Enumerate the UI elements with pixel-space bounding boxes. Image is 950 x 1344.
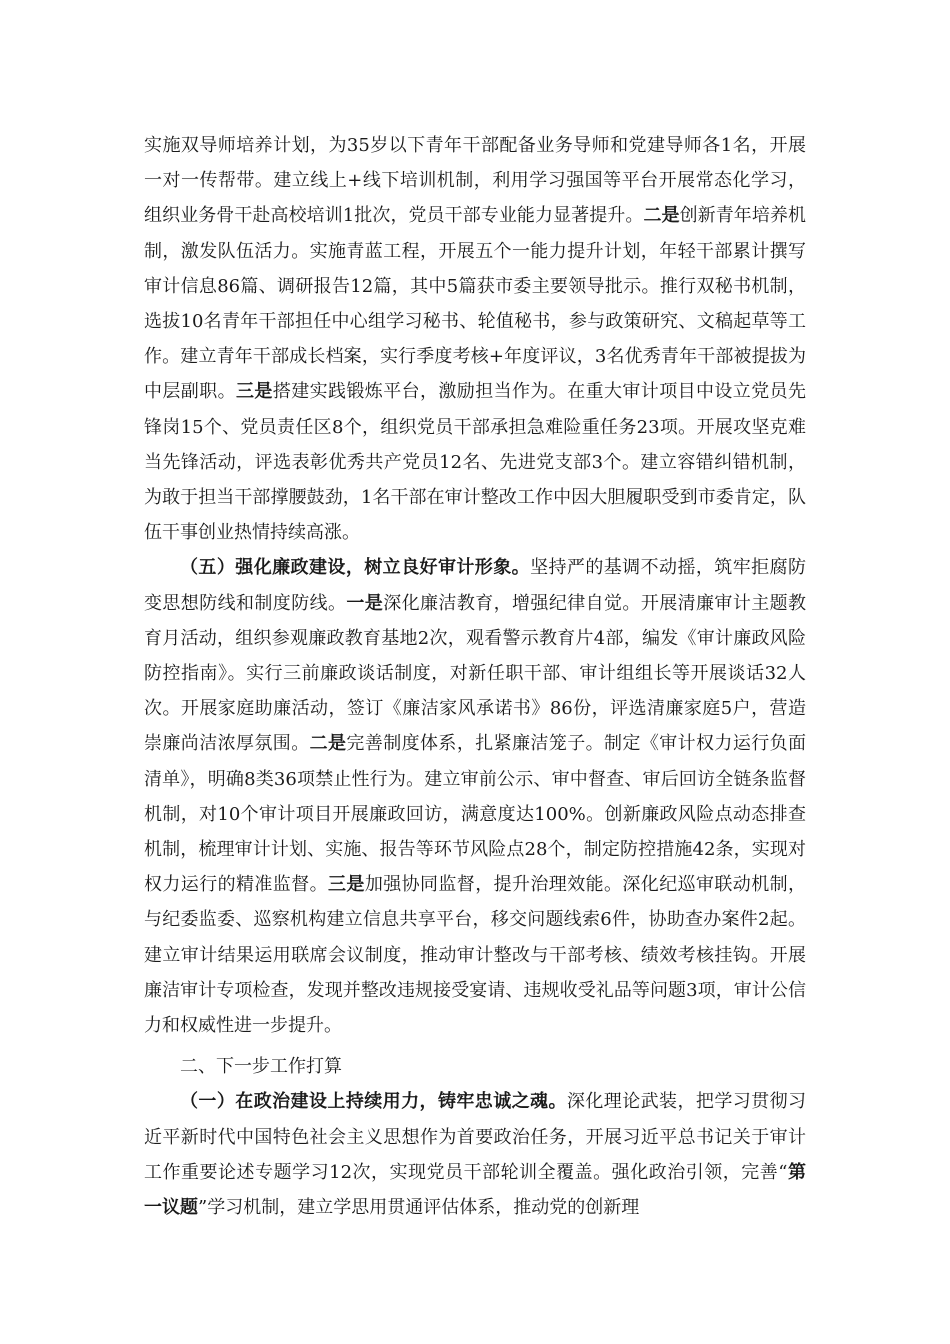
quoted-term: 第一议题 xyxy=(144,1161,806,1219)
document-page xyxy=(144,128,806,1225)
paragraph-text: 完善制度体系，扎紧廉洁笼子。制定《审计权力运行负面清单》，明确8类36项禁止性行为。建立审前公示、审中督查、审后回访全链条监督机制，对10个审计项目开展廉政回访，满意度达100%。创新廉政风险点动态排查机制，梳理审计计划、实施、报告等环节风险点28个，制定防控措施42条，实现对权力运行的精准监督。 xyxy=(144,733,807,896)
section-heading: 二、下一步工作打算 xyxy=(180,1056,342,1078)
keyword-second: 二是 xyxy=(643,205,680,227)
paragraph-text: 深化理论武装，把学习贯彻习近平新时代中国特色社会主义思想作为首要政治任务，开展习近平总书记关于审计工作重要论述专题学习12次，实现党员干部轮训全覆盖。强化政治引领，完善“ xyxy=(144,1091,807,1183)
paragraph-text: 实施双导师培养计划，为35岁以下青年干部配备业务导师和党建导师各1名，开展一对一传帮带。建立线上+线下培训机制，利用学习强国等平台开展常态化学习，组织业务骨干赴高校培训1批次，党员干部专业能力显著提升。 xyxy=(144,135,806,227)
paragraph-text: 加强协同监督，提升治理效能。深化纪巡审联动机制，与纪委监委、巡察机构建立信息共享平台，移交问题线索6件，协助查办案件2起。建立审计结果运用联席会议制度，推动审计整改与干部考核、绩效考核挂钩。开展廉洁审计专项检查，发现并整改违规接受宴请、违规收受礼品等问题3项，审计公信力和权威性进一步提升。 xyxy=(144,874,807,1037)
keyword-third: 三是 xyxy=(236,381,273,403)
paragraph-text: 坚持严的基调不动摇，筑牢拒腐防变思想防线和制度防线。 xyxy=(144,557,807,614)
paragraph-youth-training xyxy=(144,128,806,550)
paragraph-text: 深化廉洁教育，增强纪律自觉。开展清廉审计主题教育月活动，组织参观廉政教育基地2次，观看警示教育片4部，编发《审计廉政风险防控指南》。实行三前廉政谈话制度，对新任职干部、审计组组长等开展谈话32人次。开展家庭助廉活动，签订《廉洁家风承诺书》86份，评选清廉家庭5户，营造崇廉尚洁浓厚氛围。 xyxy=(144,592,807,755)
keyword-second: 二是 xyxy=(309,733,347,755)
paragraph-text: 创新青年培养机制，激发队伍活力。实施青蓝工程，开展五个一能力提升计划，年轻干部累计撰写审计信息86篇、调研报告12篇，其中5篇获市委主要领导批示。推行双秘书机制，选拔10名青年干部担任中心组学习秘书、轮值秘书，参与政策研究、文稿起草等工作。建立青年干部成长档案，实行季度考核+年度评议，3名优秀青年干部被提拔为中层副职。 xyxy=(144,205,807,403)
keyword-third: 三是 xyxy=(328,874,365,896)
keyword-first: 一是 xyxy=(346,592,384,614)
paragraph-political-building xyxy=(144,1084,806,1225)
paragraph-text: ”学习机制，建立学思用贯通评估体系，推动党的创新理 xyxy=(198,1197,640,1219)
paragraph-integrity-building xyxy=(144,550,806,1043)
section-subtitle: （五）强化廉政建设，树立良好审计形象。 xyxy=(180,557,531,579)
section-subtitle: （一）在政治建设上持续用力，铸牢忠诚之魂。 xyxy=(180,1091,567,1113)
paragraph-text: 搭建实践锻炼平台，激励担当作为。在重大审计项目中设立党员先锋岗15个、党员责任区8个，组织党员干部承担急难险重任务23项。开展攻坚克难当先锋活动，评选表彰优秀共产党员12名、先进党支部3个。建立容错纠错机制，为敢于担当干部撑腰鼓劲，1名干部在审计整改工作中因大胆履职受到市委肯定，队伍干事创业热情持续高涨。 xyxy=(144,381,807,544)
